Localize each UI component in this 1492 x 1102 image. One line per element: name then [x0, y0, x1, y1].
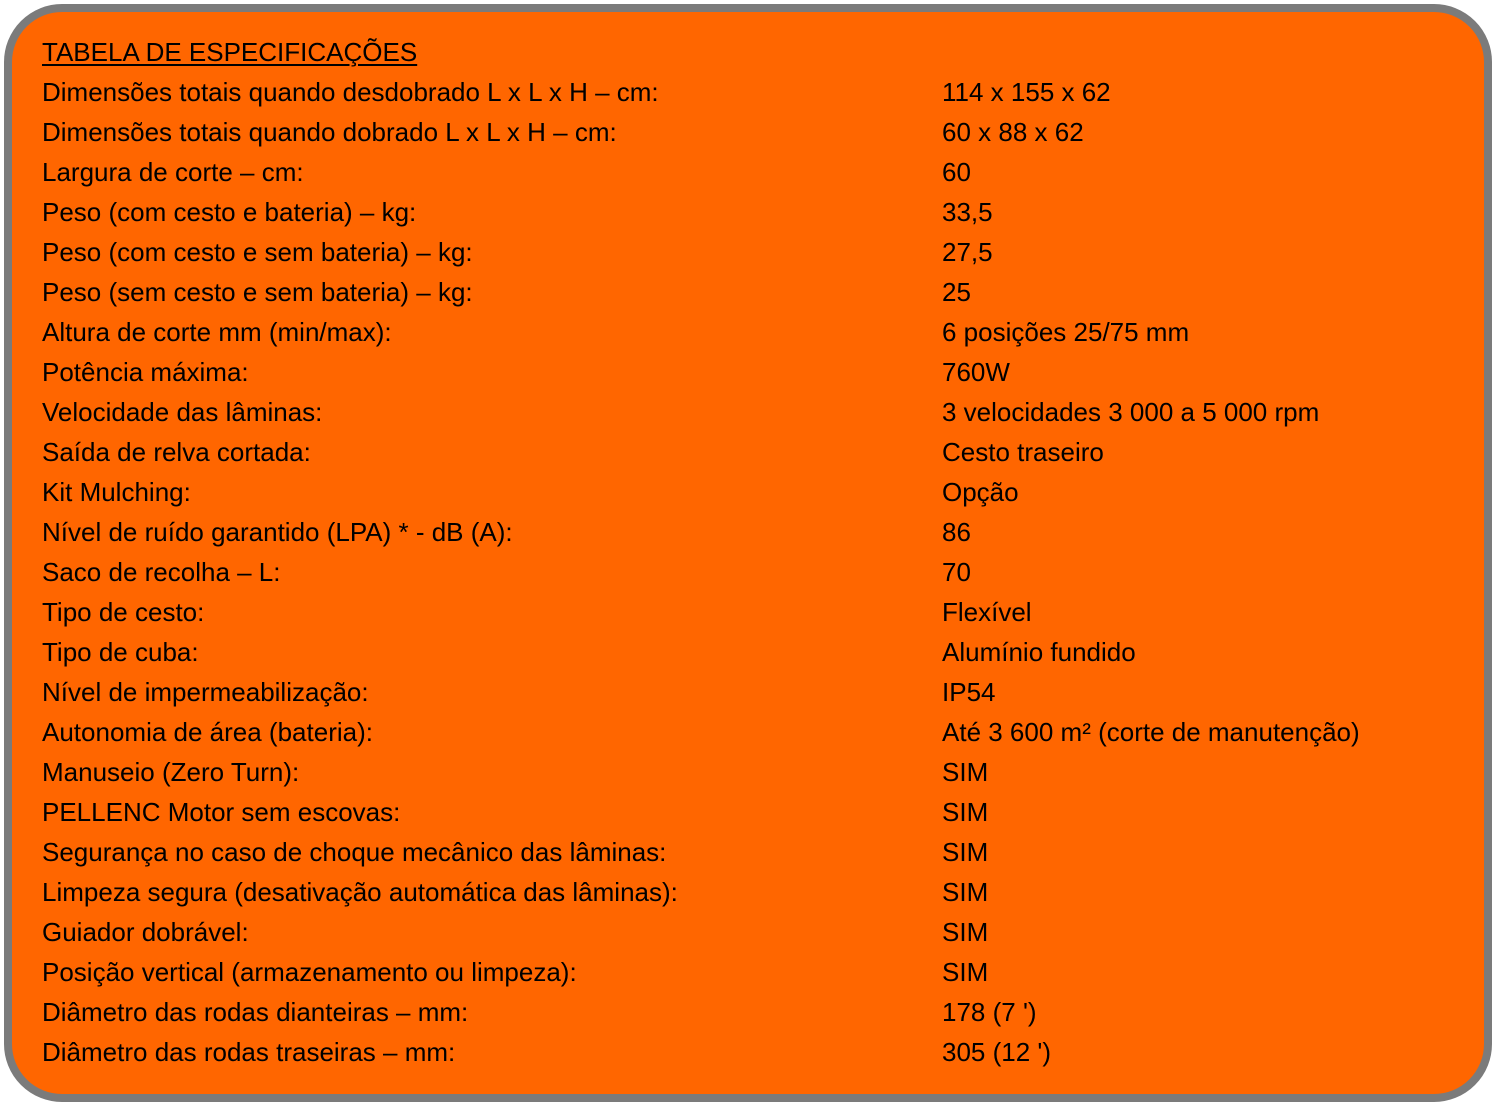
spec-value: 6 posições 25/75 mm — [942, 317, 1190, 347]
spec-row — [42, 712, 1472, 752]
spec-value: 25 — [942, 277, 971, 307]
spec-value: SIM — [942, 917, 989, 947]
spec-row — [42, 72, 1472, 112]
spec-label: Posição vertical (armazenamento ou limpeza): — [42, 957, 577, 987]
spec-row — [42, 752, 1472, 792]
spec-value: SIM — [942, 877, 989, 907]
spec-value: 3 velocidades 3 000 a 5 000 rpm — [942, 397, 1320, 427]
spec-label: Largura de corte – cm: — [42, 157, 304, 187]
spec-value: Opção — [942, 477, 1019, 507]
spec-label: Saída de relva cortada: — [42, 437, 311, 467]
spec-label: Nível de ruído garantido (LPA) * - dB (A): — [42, 517, 513, 547]
spec-label: Nível de impermeabilização: — [42, 677, 369, 707]
spec-value: 305 (12 ') — [942, 1037, 1052, 1067]
spec-label: Segurança no caso de choque mecânico das lâminas: — [42, 837, 667, 867]
spec-row — [42, 992, 1472, 1032]
spec-label: Potência máxima: — [42, 357, 249, 387]
spec-value: SIM — [942, 757, 989, 787]
spec-label: Velocidade das lâminas: — [42, 397, 323, 427]
spec-row — [42, 112, 1472, 152]
spec-label: Peso (com cesto e sem bateria) – kg: — [42, 237, 473, 267]
spec-value: 178 (7 ') — [942, 997, 1037, 1027]
spec-panel — [4, 4, 1492, 1102]
spec-label: Peso (sem cesto e sem bateria) – kg: — [42, 277, 473, 307]
spec-value: Alumínio fundido — [942, 637, 1136, 667]
spec-label: Diâmetro das rodas traseiras – mm: — [42, 1037, 456, 1067]
spec-row — [42, 672, 1472, 712]
spec-label: Kit Mulching: — [42, 477, 191, 507]
spec-table-title: TABELA DE ESPECIFICAÇÕES — [42, 37, 418, 67]
spec-value: 60 — [942, 157, 971, 187]
spec-row — [42, 272, 1472, 312]
spec-row — [42, 872, 1472, 912]
spec-value: SIM — [942, 797, 989, 827]
spec-row — [42, 312, 1472, 352]
spec-value: 60 x 88 x 62 — [942, 117, 1084, 147]
spec-label: Guiador dobrável: — [42, 917, 249, 947]
spec-value: IP54 — [942, 677, 996, 707]
spec-row — [42, 472, 1472, 512]
spec-value: Até 3 600 m² (corte de manutenção) — [942, 717, 1360, 747]
spec-row — [42, 152, 1472, 192]
spec-row — [42, 552, 1472, 592]
spec-table — [42, 72, 1472, 1072]
spec-row — [42, 832, 1472, 872]
spec-label: Altura de corte mm (min/max): — [42, 317, 392, 347]
spec-row — [42, 392, 1472, 432]
spec-row — [42, 432, 1472, 472]
spec-label: Dimensões totais quando dobrado L x L x H – cm: — [42, 117, 617, 147]
spec-label: Tipo de cuba: — [42, 637, 199, 667]
spec-value: SIM — [942, 837, 989, 867]
spec-row — [42, 352, 1472, 392]
spec-row — [42, 792, 1472, 832]
spec-value: Flexível — [942, 597, 1032, 627]
spec-row — [42, 952, 1472, 992]
spec-value: 27,5 — [942, 237, 993, 267]
spec-row — [42, 232, 1472, 272]
spec-label: Diâmetro das rodas dianteiras – mm: — [42, 997, 469, 1027]
spec-value: Cesto traseiro — [942, 437, 1104, 467]
spec-label: Autonomia de área (bateria): — [42, 717, 373, 747]
spec-value: 760W — [942, 357, 1010, 387]
spec-label: Saco de recolha – L: — [42, 557, 281, 587]
spec-label: Manuseio (Zero Turn): — [42, 757, 300, 787]
spec-label: Tipo de cesto: — [42, 597, 205, 627]
spec-label: Limpeza segura (desativação automática das lâminas): — [42, 877, 678, 907]
spec-row — [42, 632, 1472, 672]
spec-value: SIM — [942, 957, 989, 987]
spec-label: Dimensões totais quando desdobrado L x L x H – cm: — [42, 77, 659, 107]
spec-label: Peso (com cesto e bateria) – kg: — [42, 197, 417, 227]
spec-value: 33,5 — [942, 197, 993, 227]
spec-label: PELLENC Motor sem escovas: — [42, 797, 401, 827]
spec-row — [42, 912, 1472, 952]
spec-value: 86 — [942, 517, 971, 547]
spec-value: 70 — [942, 557, 971, 587]
spec-row — [42, 592, 1472, 632]
spec-row — [42, 1032, 1472, 1072]
spec-row — [42, 512, 1472, 552]
spec-value: 114 x 155 x 62 — [942, 77, 1111, 107]
spec-row — [42, 192, 1472, 232]
